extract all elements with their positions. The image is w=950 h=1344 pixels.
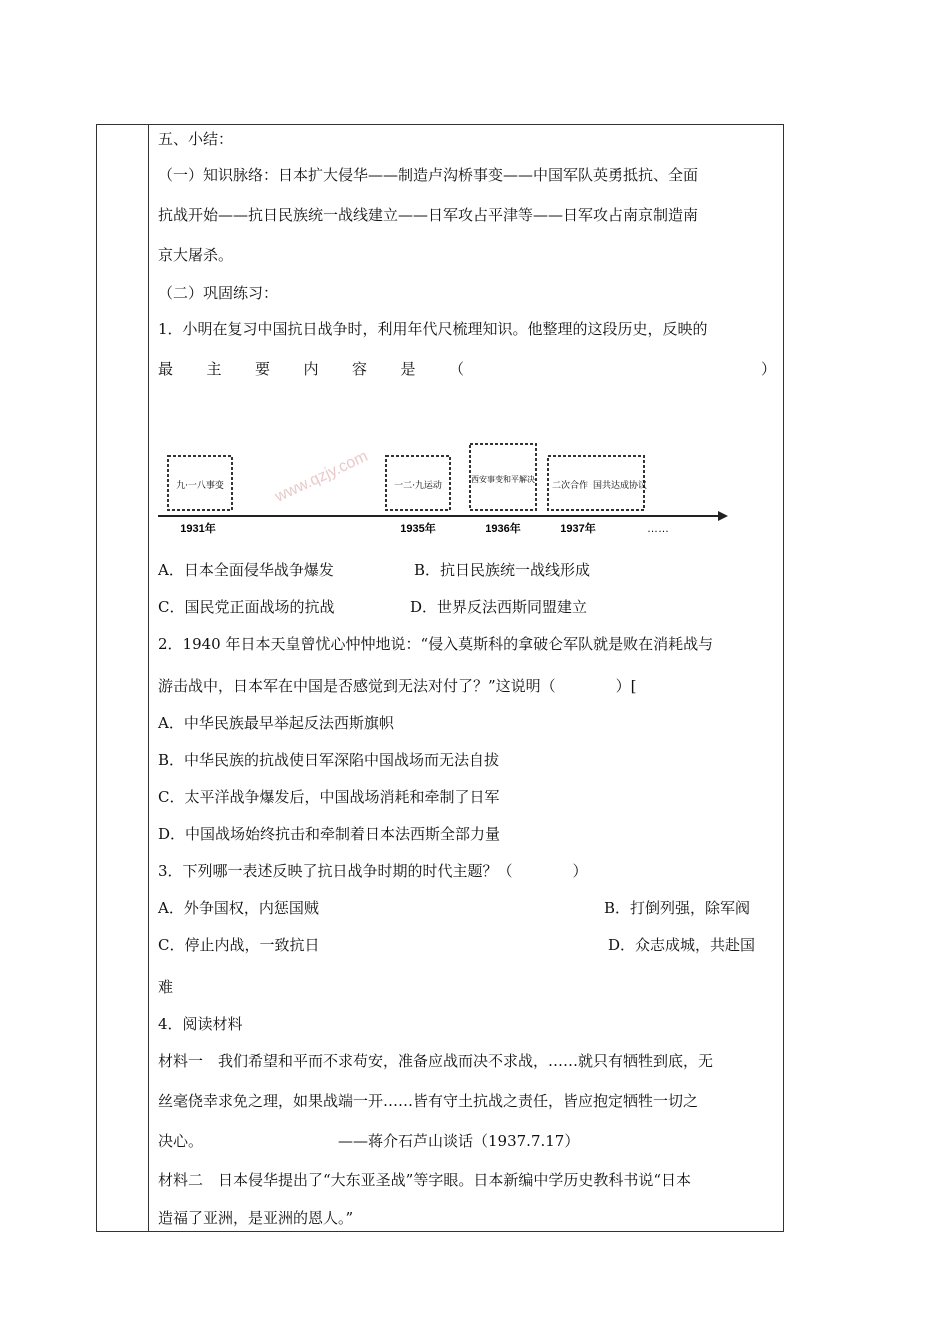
q1-option-d: D．世界反法西斯同盟建立 — [410, 598, 588, 616]
q1-option-c: C．国民党正面战场的抗战 — [158, 598, 335, 616]
ruler-arrow-icon — [718, 511, 728, 521]
q1-option-b: B．抗日民族统一战线形成 — [414, 561, 591, 579]
knowledge-line-3: 京大屠杀。 — [158, 246, 234, 264]
q3-option-c: C．停止内战，一致抗日 — [158, 936, 320, 954]
timeline-year: 1931年 — [180, 523, 216, 535]
q1-char: 要 — [255, 360, 271, 378]
knowledge-line-2: 抗战开始——抗日民族统一战线建立——日军攻占平津等——日军攻占南京制造南 — [158, 206, 699, 224]
q1-char: 内 — [303, 360, 319, 378]
timeline-ellipsis: …… — [647, 523, 669, 535]
q3-stem: 3．下列哪一表述反映了抗日战争时期的时代主题？（ ） — [158, 862, 588, 880]
timeline-box-label: 一二·九运动 — [394, 481, 442, 491]
practice-heading: （二）巩固练习： — [158, 284, 279, 302]
q2-option-c: C．太平洋战争爆发后，中国战场消耗和牵制了日军 — [158, 788, 500, 806]
material-2-line-1: 材料二 日本侵华提出了“大东亚圣战”等字眼。日本新编中学历史教科书说“日本 — [158, 1171, 692, 1189]
q2-stem-line-1: 2．1940 年日本天皇曾忧心忡忡地说：“侵入莫斯科的拿破仑军队就是败在消耗战与 — [158, 635, 714, 653]
q1-char: 容 — [352, 360, 368, 378]
q1-char: 是 — [400, 360, 416, 378]
timeline-year: 1936年 — [485, 523, 521, 535]
q2-option-a: A．中华民族最早举起反法西斯旗帜 — [158, 714, 394, 732]
q1-stem-line-2 — [158, 359, 776, 379]
timeline-box-label: 国共达成协议 — [592, 481, 648, 491]
column-divider — [148, 124, 149, 1232]
knowledge-line-1: （一）知识脉络：日本扩大侵华——制造卢沟桥事变——中国军队英勇抵抗、全面 — [158, 166, 699, 184]
q4-heading: 4．阅读材料 — [158, 1015, 243, 1033]
timeline-box-label: 二次合作 — [551, 481, 589, 491]
q1-char: 最 — [158, 360, 174, 378]
q3-option-d: D．众志成城，共赴国 — [608, 936, 756, 954]
timeline-box-label: 西安事变和平解决 — [471, 475, 535, 484]
q2-stem-line-2: 游击战中，日本军在中国是否感觉到无法对付了？”这说明（ ）[ — [158, 677, 637, 695]
material-1-source: ——蒋介石芦山谈话（1937.7.17） — [338, 1132, 580, 1150]
q2-option-d: D．中国战场始终抗击和牵制着日本法西斯全部力量 — [158, 825, 501, 843]
material-2-line-2: 造福了亚洲，是亚洲的恩人。” — [158, 1209, 354, 1227]
timeline-box-label: 九·一八事变 — [176, 481, 224, 491]
q1-stem-line-1: 1．小明在复习中国抗日战争时，利用年代尺梳理知识。他整理的这段历史，反映的 — [158, 320, 708, 338]
q2-option-b: B．中华民族的抗战使日军深陷中国战场而无法自拔 — [158, 751, 500, 769]
q3-option-b: B．打倒列强，除军阀 — [604, 899, 751, 917]
year-ruler-figure — [158, 442, 728, 538]
timeline-year: 1935年 — [400, 523, 436, 535]
timeline-year: 1937年 — [560, 523, 596, 535]
q1-char: （ — [449, 360, 465, 378]
watermark: www.qzjy.com — [272, 447, 371, 506]
summary-heading: 五、小结： — [158, 130, 234, 148]
q1-char: ） — [760, 360, 776, 378]
material-1-line-3: 决心。 — [158, 1132, 204, 1150]
q3-option-d-continued: 难 — [158, 978, 174, 996]
q1-option-a: A．日本全面侵华战争爆发 — [158, 561, 334, 579]
material-1-line-1: 材料一 我们希望和平而不求苟安，准备应战而决不求战，……就只有牺牲到底，无 — [158, 1052, 714, 1070]
material-1-line-2: 丝毫侥幸求免之理，如果战端一开……皆有守土抗战之责任，皆应抱定牺牲一切之 — [158, 1092, 699, 1110]
q1-char: 主 — [206, 360, 222, 378]
q3-option-a: A．外争国权，内惩国贼 — [158, 899, 319, 917]
